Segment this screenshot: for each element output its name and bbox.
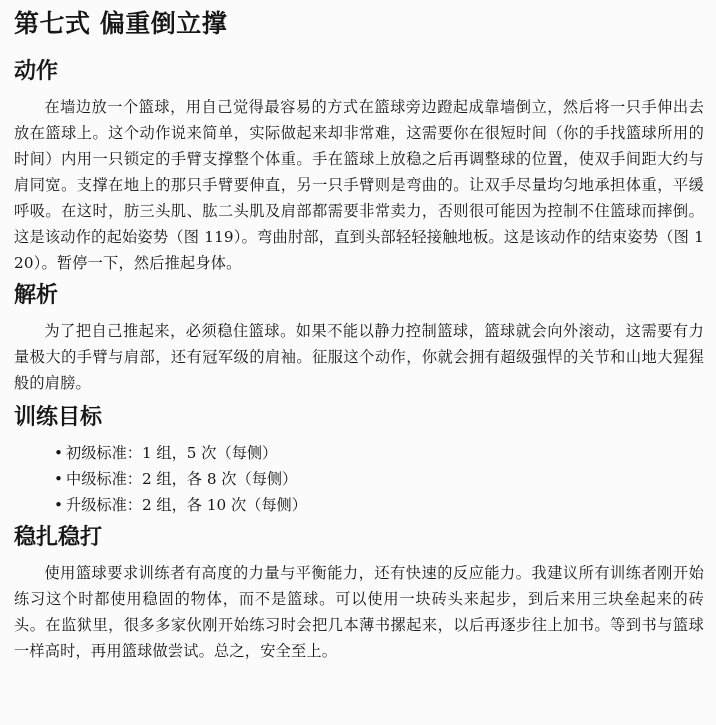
goal-item-text: 中级标准：2 组，各 8 次（每侧） [66,470,298,488]
bullet-icon: • [54,470,63,488]
chapter-title: 第七式 偏重倒立撑 [14,9,228,38]
bullet-icon: • [54,444,63,462]
goal-item-advanced [54,492,704,518]
section-heading-training-goals: 训练目标 [14,405,103,430]
section-heading-steady-progress: 稳扎稳打 [14,525,103,550]
section-heading-action: 动作 [14,59,59,84]
section-heading-analysis: 解析 [14,283,59,308]
section-action [14,56,704,276]
action-paragraph: 在墙边放一个篮球，用自己觉得最容易的方式在篮球旁边蹬起成靠墙倒立，然后将一只手伸出去放在篮球上。这个动作说来简单，实际做起来却非常难，这需要你在很短时间（你的手找篮球所用的时间）内用一只锁定的手臂支撑整个体重。手在篮球上放稳之后再调整球的位置，使双手间距大约与肩同宽。支撑在地上的那只手臂要伸直，另一只手臂则是弯曲的。让双手尽量均匀地承担体重，平缓呼吸。在这时，肪三头肌、肱二头肌及肩部都需要非常卖力，否则很可能因为控制不住篮球而摔倒。这是该动作的起始姿势（图 119）。弯曲肘部，直到头部轻轻接触地板。这是该动作的结束姿势（图 120）。暂停一下，然后推起身体。 [14,98,704,272]
analysis-paragraph: 为了把自己推起来，必须稳住篮球。如果不能以静力控制篮球，篮球就会向外滚动，这需要有力量极大的手臂与肩部，还有冠军级的肩袖。征服这个动作，你就会拥有超级强悍的关节和山地大猩猩般的肩膀。 [14,322,704,392]
section-analysis [14,280,704,396]
bullet-icon: • [54,496,63,514]
training-goals-list [14,440,704,518]
section-training-goals [14,402,704,518]
goal-item-text: 初级标准：1 组，5 次（每侧） [66,444,278,462]
goal-item-intermediate [54,466,704,492]
goal-item-text: 升级标准：2 组，各 10 次（每侧） [66,496,307,514]
steady-progress-paragraph: 使用篮球要求训练者有高度的力量与平衡能力，还有快速的反应能力。我建议所有训练者刚开始练习这个时都使用稳固的物体，而不是篮球。可以使用一块砖头来起步，到后来用三块垒起来的砖头。在监狱里，很多多家伙刚开始练习时会把几本薄书摞起来，以后再逐步往上加书。等到书与篮球一样高时，再用篮球做尝试。总之，安全至上。 [14,564,704,660]
goal-item-beginner [54,440,704,466]
section-steady-progress [14,522,704,664]
